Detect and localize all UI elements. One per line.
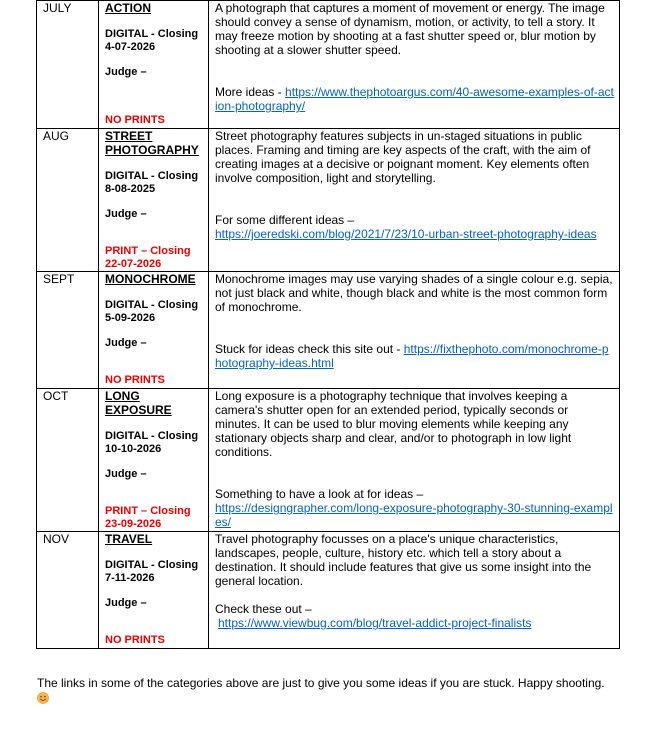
table-row: [37, 129, 620, 272]
description-cell: [209, 272, 620, 389]
category-name: STREET PHOTOGRAPHY: [105, 129, 199, 157]
month-cell: [37, 532, 99, 649]
category-description: Long exposure is a photography technique that involves keeping a camera's shutter open for an extended period, typically seconds or minutes. It can be used to blur moving elements while keeping any stationary objects sharp and clear, and/or to photograph in low light conditions.: [215, 389, 572, 459]
ideas-link[interactable]: https://fixthephoto.com/monochrome-photography-ideas.html: [215, 342, 609, 370]
ideas-intro: For some different ideas –: [215, 213, 355, 227]
digital-closing-date: 8-08-2025: [105, 183, 156, 195]
category-cell: [99, 129, 209, 272]
print-note: PRINT – Closing 22-07-2026: [105, 245, 191, 270]
digital-closing-date: 10-10-2026: [105, 443, 162, 455]
digital-closing-date: 5-09-2026: [105, 312, 156, 324]
category-cell: [99, 532, 209, 649]
category-cell: [99, 389, 209, 532]
judge-label: Judge –: [105, 66, 147, 78]
competition-schedule-table: [36, 0, 620, 649]
footer-text: The links in some of the categories above are just to give you some ideas if you are stuck. Happy shooting.: [37, 676, 605, 690]
smile-icon: [37, 692, 49, 704]
month-cell: [37, 272, 99, 389]
ideas-paragraph: [215, 85, 614, 113]
digital-closing-label: DIGITAL - Closing: [105, 559, 199, 571]
month-cell: [37, 389, 99, 532]
category-name: TRAVEL: [105, 532, 153, 546]
category-description: Street photography features subjects in un-staged situations in public places. Framing and timing are key aspects of the craft, with the aim of creating images at a decisive or poignant moment. Key elements often involve composition, light and storytelling.: [215, 129, 591, 185]
digital-closing-date: 4-07-2026: [105, 41, 156, 53]
description-cell: [209, 532, 620, 649]
ideas-link[interactable]: https://designgrapher.com/long-exposure-photography-30-stunning-examples/: [215, 501, 613, 529]
digital-closing-label: DIGITAL - Closing: [105, 170, 199, 182]
judge-label: Judge –: [105, 337, 147, 349]
month-label: NOV: [43, 532, 70, 546]
category-name: MONOCHROME: [105, 272, 196, 286]
ideas-intro: Something to have a look at for ideas –: [215, 487, 424, 501]
ideas-paragraph: [215, 342, 614, 370]
table-row: [37, 389, 620, 532]
ideas-link[interactable]: https://www.viewbug.com/blog/travel-addict-project-finalists: [218, 616, 532, 630]
description-cell: [209, 1, 620, 129]
month-cell: [37, 1, 99, 129]
footer-note: [37, 676, 627, 704]
print-note: PRINT – Closing 23-09-2026: [105, 505, 191, 530]
judge-label: Judge –: [105, 597, 147, 609]
category-description: Travel photography focusses on a place's unique characteristics, landscapes, people, culture, history etc. which tell a story about a destination. It should include features that give us some insight into the general location.: [215, 532, 592, 588]
table-row: [37, 272, 620, 389]
ideas-intro: More ideas -: [215, 85, 286, 99]
ideas-intro: Stuck for ideas check this site out -: [215, 342, 404, 356]
judge-label: Judge –: [105, 208, 147, 220]
table-row: [37, 532, 620, 649]
month-label: JULY: [43, 1, 72, 15]
category-description: Monochrome images may use varying shades of a single colour e.g. sepia, not just black and white, though black and white is the most common form of monochrome.: [215, 272, 613, 314]
category-cell: [99, 272, 209, 389]
description-cell: [209, 389, 620, 532]
ideas-intro: Check these out –: [215, 602, 312, 616]
print-note: NO PRINTS: [105, 634, 165, 646]
print-note: NO PRINTS: [105, 114, 165, 126]
digital-closing-label: DIGITAL - Closing: [105, 430, 199, 442]
ideas-link[interactable]: https://www.thephotoargus.com/40-awesome-examples-of-action-photography/: [215, 85, 614, 113]
month-label: AUG: [43, 129, 70, 143]
table-row: [37, 1, 620, 129]
month-label: SEPT: [43, 272, 75, 286]
category-description: A photograph that captures a moment of movement or energy. The image should convey a sense of dynamism, motion, or activity, to tell a story. It may freeze motion by shooting at a fast shutter speed or, blur motion by shooting at a slower shutter speed.: [215, 1, 605, 57]
category-name: LONG EXPOSURE: [105, 389, 172, 417]
digital-closing-date: 7-11-2026: [105, 572, 155, 584]
category-cell: [99, 1, 209, 129]
judge-label: Judge –: [105, 468, 147, 480]
month-cell: [37, 129, 99, 272]
month-label: OCT: [43, 389, 69, 403]
category-name: ACTION: [105, 1, 151, 15]
description-cell: [209, 129, 620, 272]
digital-closing-label: DIGITAL - Closing: [105, 28, 199, 40]
print-note: NO PRINTS: [105, 374, 165, 386]
ideas-link[interactable]: https://joeredski.com/blog/2021/7/23/10-urban-street-photography-ideas: [215, 227, 597, 241]
digital-closing-label: DIGITAL - Closing: [105, 299, 199, 311]
